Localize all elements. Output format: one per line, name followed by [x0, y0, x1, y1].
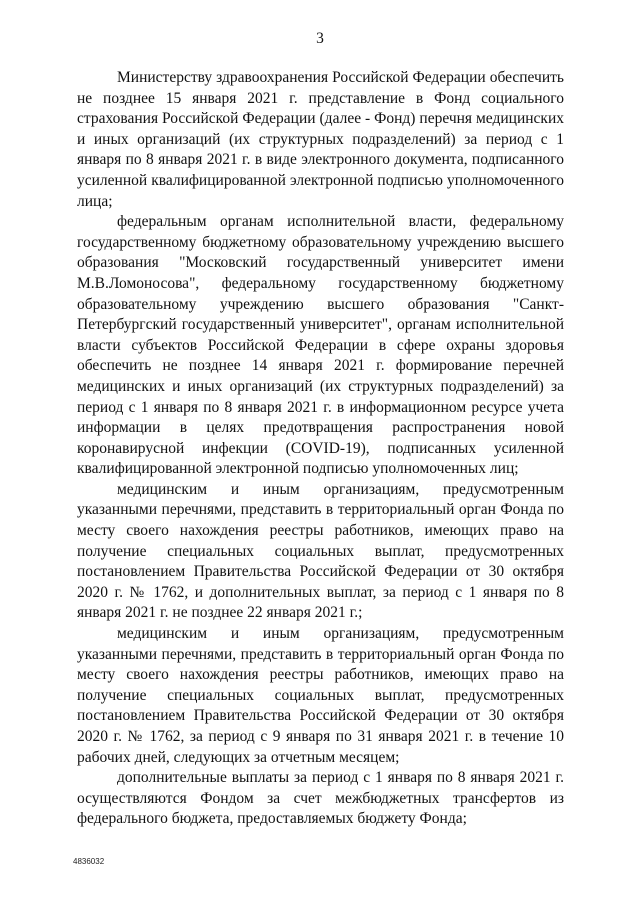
paragraph-additional-payments: дополнительные выплаты за период с 1 января по 8 января 2021 г. осуществляются Фондом за счет межбюджетных трансфертов из федерального бюджета, предоставляемых бюджету Фонда;	[77, 769, 564, 828]
page-number: 3	[316, 30, 324, 47]
document-body	[77, 68, 564, 830]
paragraph-federal-bodies: федеральным органам исполнительной власти, федеральному государственному бюджетному образовательному учреждению высшего образования "Московский государственный университет имени М.В.Ломоносова", федеральному государственному бюджетному образовательному учреждению высшего образования "Санкт-Петербургский государственный университет", органам исполнительной власти субъектов Российской Федерации в сфере охраны здоровья обеспечить не позднее 14 января 2021 г. формирование перечней медицинских и иных организаций (их структурных подразделений) за период с 1 января по 8 января 2021 г. в информационном ресурсе учета информации в целях предотвращения распространения новой коронавирусной инфекции (COVID-19), подписанных усиленной квалифицированной электронной подписью уполномоченных лиц;	[77, 213, 564, 478]
paragraph-ministry-health: Министерству здравоохранения Российской Федерации обеспечить не позднее 15 января 2021 г. представление в Фонд социального страхования Российской Федерации (далее - Фонд) перечня медицинских и иных организаций (их структурных подразделений) за период с 1 января по 8 января 2021 г. в виде электронного документа, подписанного усиленной квалифицированной электронной подписью уполномоченного лица;	[77, 69, 564, 210]
document-footer-code: 4836032	[73, 857, 105, 866]
paragraph-medical-orgs-second-period: медицинским и иным организациям, предусмотренным указанными перечнями, представить в территориальный орган Фонда по месту своего нахождения реестры работников, имеющих право на получение специальных социальных выплат, предусмотренных постановлением Правительства Российской Федерации от 30 октября 2020 г. № 1762, за период с 9 января по 31 января 2021 г. в течение 10 рабочих дней, следующих за отчетным месяцем;	[77, 625, 564, 766]
paragraph-medical-orgs-first-period: медицинским и иным организациям, предусмотренным указанными перечнями, представить в территориальный орган Фонда по месту своего нахождения реестры работников, имеющих право на получение специальных социальных выплат, предусмотренных постановлением Правительства Российской Федерации от 30 октября 2020 г. № 1762, и дополнительных выплат, за период с 1 января по 8 января 2021 г. не позднее 22 января 2021 г.;	[77, 480, 564, 622]
